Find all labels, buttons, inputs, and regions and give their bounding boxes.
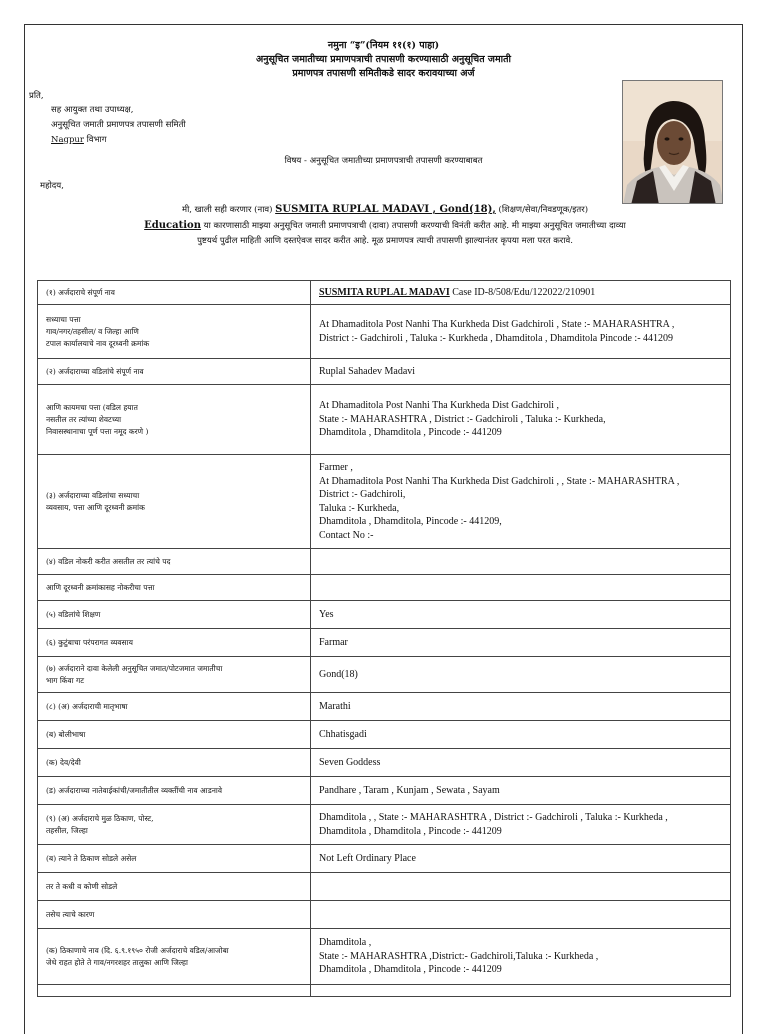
field-value xyxy=(311,575,731,601)
field-value xyxy=(311,901,731,929)
table-row xyxy=(38,601,731,629)
address-block xyxy=(29,103,186,148)
field-value xyxy=(311,549,731,575)
table-row xyxy=(38,305,731,359)
applicant-name-value: SUSMITA RUPLAL MADAVI xyxy=(319,286,450,298)
field-value: Gond(18) xyxy=(311,657,731,693)
application-table xyxy=(37,280,731,997)
field-label: (ब) त्याने ते ठिकाण सोडले असेल xyxy=(38,845,311,873)
field-label: (६) कुटुंबाचा परंपरागत व्यवसाय xyxy=(38,629,311,657)
field-label: सध्याचा पत्ता गाव/नगर/तहसील/ व जिल्हा आणि टपाल कार्यालयाचे नाव दूरध्वनी क्रमांक xyxy=(38,305,311,359)
table-row xyxy=(38,873,731,901)
field-value: At Dhamaditola Post Nanhi Tha Kurkheda Dist Gadchiroli , State :- MAHARASHTRA , District :- Gadchiroli , Taluka :- Kurkheda , Dhamditola , Dhamditola Pincode :- 441209 xyxy=(311,305,731,359)
field-label: आणि दूरध्वनी क्रमांकासह नोकरीचा पत्ता xyxy=(38,575,311,601)
field-value: Marathi xyxy=(311,693,731,721)
field-value: Farmer , At Dhamaditola Post Nanhi Tha Kurkheda Dist Gadchiroli , , State :- MAHARASHTRA , District :- Gadchiroli, Taluka :- Kurkheda, Dhamditola , Dhamditola, Pincode :- 441209, Contact No :- xyxy=(311,455,731,549)
table-row xyxy=(38,749,731,777)
field-label: (४) वडिल नोकरी करीत असतील तर त्यांचे पद xyxy=(38,549,311,575)
photo-image xyxy=(623,81,723,204)
subject-line: विषय - अनुसूचित जमातीच्या प्रमाणपत्राची तपासणी करण्याबाबत xyxy=(284,156,483,166)
field-value xyxy=(311,281,731,305)
paragraph-prefix: मी, खाली सही करणार (नाव) xyxy=(181,205,276,215)
table-row xyxy=(38,805,731,845)
field-label: (७) अर्जदाराने दावा केलेली अनुसूचित जमात/पोटजमात जमातीचा भाग किंवा गट xyxy=(38,657,311,693)
field-value: Chhatisgadi xyxy=(311,721,731,749)
paragraph-mid: (शिक्षण/सेवा/निवडणूक/इतर) xyxy=(495,205,589,215)
form-title: नमुना “इ”(नियम ११(१) पाहा) xyxy=(327,40,440,51)
address-division xyxy=(29,133,186,148)
table-row xyxy=(38,455,731,549)
table-row xyxy=(38,693,731,721)
form-heading-line-3: प्रमाणपत्र तपासणी समितीकडे सादर करावयाच्या अर्ज xyxy=(292,68,475,79)
field-value: Dhamditola , , State :- MAHARASHTRA , District :- Gadchiroli , Taluka :- Kurkheda , Dhamditola , Dhamditola , Pincode :- 441209 xyxy=(311,805,731,845)
purpose: Education xyxy=(144,220,201,231)
field-value xyxy=(311,873,731,901)
field-label: (ब) बोलीभाषा xyxy=(38,721,311,749)
table-row xyxy=(38,549,731,575)
application-paragraph xyxy=(135,202,635,249)
application-form-page xyxy=(24,24,743,1034)
table-row xyxy=(38,629,731,657)
field-label: (३) अर्जदाराच्या वडिलांचा सध्याचा व्यवसाय, पत्ता आणि दूरध्वनी क्रमांक xyxy=(38,455,311,549)
field-label: तसेच त्याचे कारण xyxy=(38,901,311,929)
salutation: महोदय, xyxy=(40,181,64,191)
table-row xyxy=(38,721,731,749)
field-label: (ड) अर्जदाराच्या नातेवाईकांची/जमातीतील व्यक्तींची नाव आडनावे xyxy=(38,777,311,805)
address-prati: प्रति, xyxy=(29,91,44,101)
applicant-photo xyxy=(622,80,723,204)
field-value: Seven Goddess xyxy=(311,749,731,777)
table-row xyxy=(38,281,731,305)
form-heading-line-2: अनुसूचित जमातीच्या प्रमाणपत्राची तपासणी करण्यासाठी अनुसूचित जमाती xyxy=(256,54,511,65)
table-row xyxy=(38,385,731,455)
table-row xyxy=(38,657,731,693)
division-suffix: विभाग xyxy=(83,135,107,145)
field-value: Not Left Ordinary Place xyxy=(311,845,731,873)
address-line-1: सह आयुक्त तथा उपाध्यक्ष, xyxy=(51,105,134,115)
field-label: (८) (अ) अर्जदाराची मातृभाषा xyxy=(38,693,311,721)
paragraph-rest: या कारणासाठी माझ्या अनुसूचित जमाती प्रमाणपत्राची (दावा) तपासणी करण्याची विनंती करीत आहे. मी माझ्या अनुसूचित जमातीच्या दाव्या पुष्टयर्थ पुढील माहिती आणि दस्तऐवज सादर करीत आहे. मूळ प्रमाणपत्र त्याची तपासणी झाल्यानंतर कृपया मला परत करावे. xyxy=(197,221,626,246)
field-value: Pandhare , Taram , Kunjam , Sewata , Sayam xyxy=(311,777,731,805)
applicant-name-caste: SUSMITA RUPLAL MADAVI , Gond(18), xyxy=(275,204,496,215)
field-value: At Dhamaditola Post Nanhi Tha Kurkheda Dist Gadchiroli , State :- MAHARASHTRA , District :- Gadchiroli , Taluka :- Kurkheda, Dhamditola , Dhamditola , Pincode :- 441209 xyxy=(311,385,731,455)
field-label: (९) (अ) अर्जदाराचे मुळ ठिकाण, पोस्ट, तहसील, जिल्हा xyxy=(38,805,311,845)
field-label xyxy=(38,985,311,997)
table-row xyxy=(38,929,731,985)
field-label: आणि कायमचा पत्ता (वडिल हयात नसतील तर त्यांच्या शेवटच्या निवासस्थानाचा पूर्ण पत्ता नमूद करणे ) xyxy=(38,385,311,455)
field-value xyxy=(311,985,731,997)
table-row xyxy=(38,985,731,997)
field-value: Ruplal Sahadev Madavi xyxy=(311,359,731,385)
field-label: तर ते कधी व कोणी सोडले xyxy=(38,873,311,901)
field-value: Farmar xyxy=(311,629,731,657)
table-row xyxy=(38,359,731,385)
field-value: Yes xyxy=(311,601,731,629)
address-line-2: अनुसूचित जमाती प्रमाणपत्र तपासणी समिती xyxy=(51,120,186,130)
field-label: (१) अर्जदाराचे संपूर्ण नाव xyxy=(38,281,311,305)
table-row xyxy=(38,901,731,929)
case-id: Case ID-8/508/Edu/122022/210901 xyxy=(449,286,596,298)
table-row xyxy=(38,575,731,601)
table-row xyxy=(38,777,731,805)
table-row xyxy=(38,845,731,873)
field-label: (२) अर्जदाराच्या वडिलांचे संपूर्ण नाव xyxy=(38,359,311,385)
field-label: (क) देव/देवी xyxy=(38,749,311,777)
division-name: Nagpur xyxy=(51,135,84,145)
field-label: (क) ठिकाणाचे नाव (दि. ६.९.१९५० रोजी अर्जदाराचे वडिल/आजोबा जेथे राहत होते ते गाव/नगरशहर तालुका आणि जिल्हा xyxy=(38,929,311,985)
field-value: Dhamditola , State :- MAHARASHTRA ,District:- Gadchiroli,Taluka :- Kurkheda , Dhamditola , Dhamditola , Pincode :- 441209 xyxy=(311,929,731,985)
field-label: (५) वडिलांचे शिक्षण xyxy=(38,601,311,629)
